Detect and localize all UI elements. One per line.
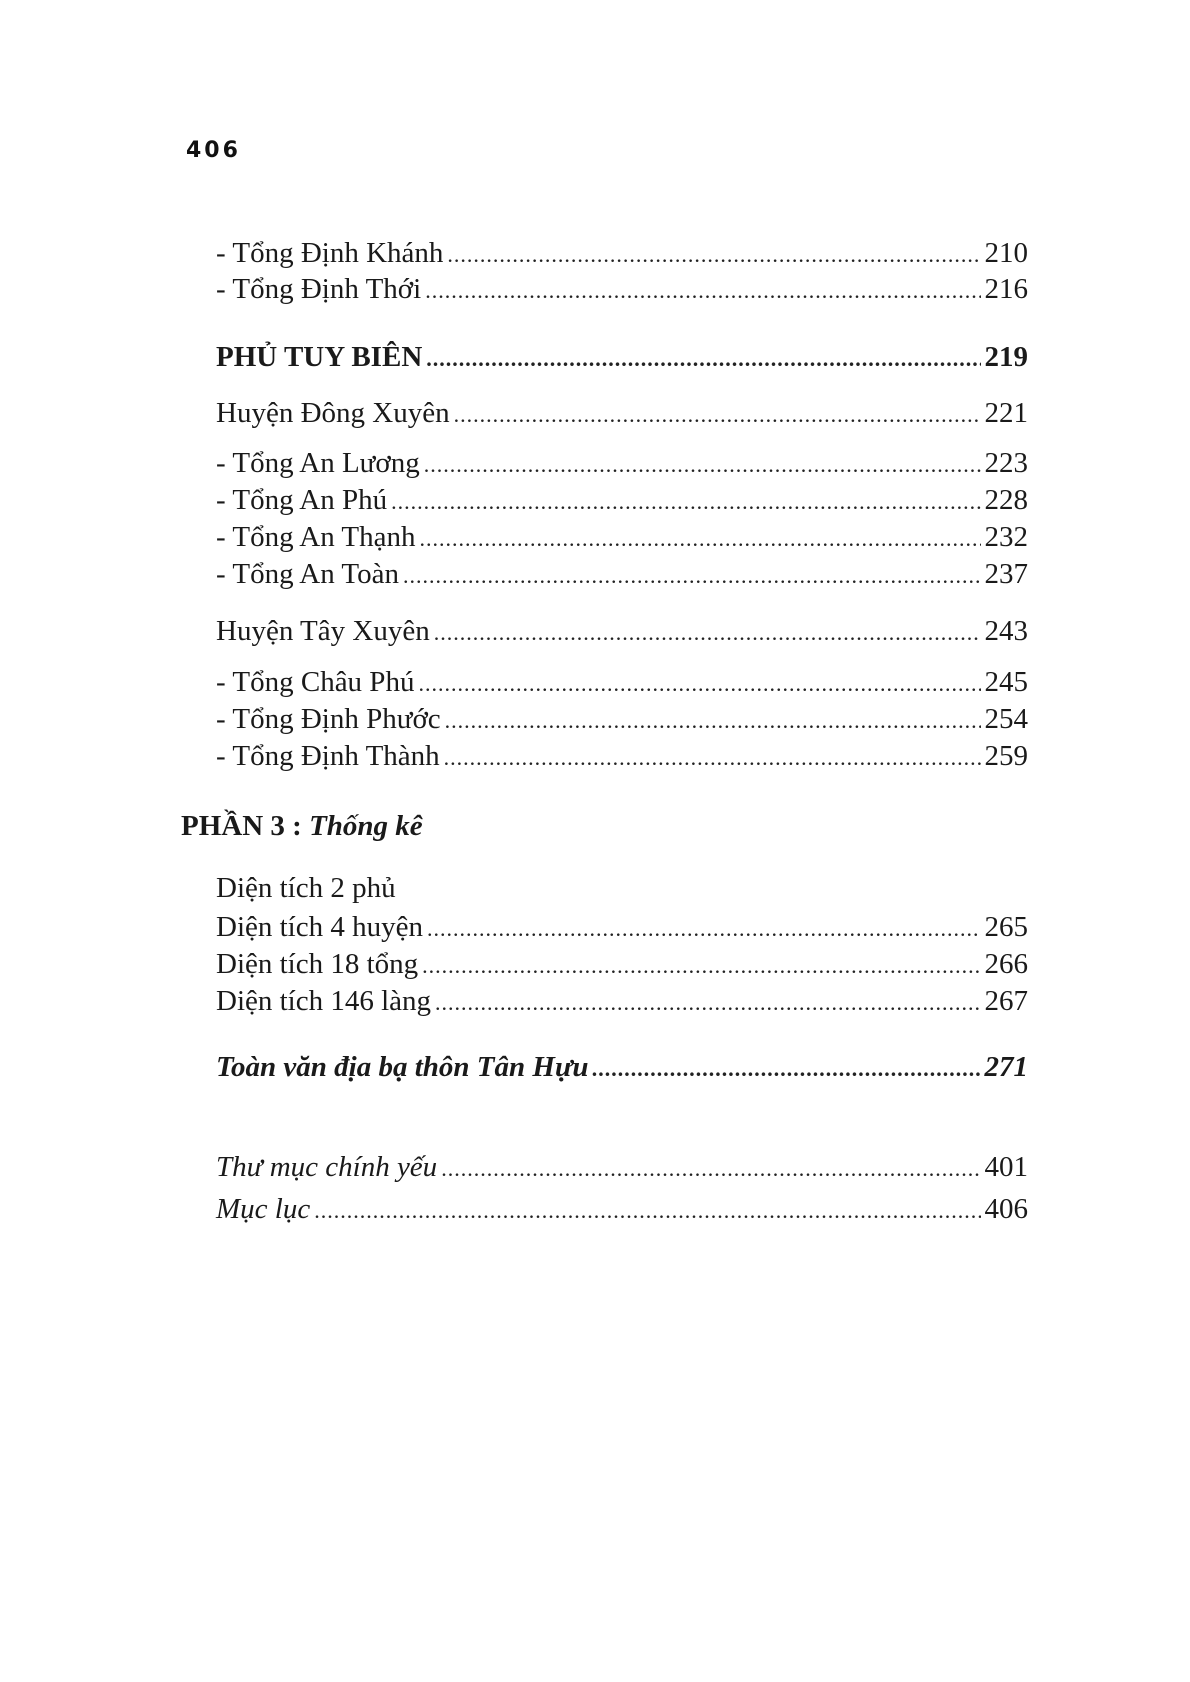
entry-page: 210 [984, 237, 1028, 269]
entry-label: Diện tích 18 tổng [216, 948, 419, 980]
toc-entry [216, 665, 1028, 701]
leader-dots [592, 1052, 980, 1086]
leader-dots [420, 522, 981, 556]
entry-page: 271 [984, 1051, 1028, 1083]
toc-entry [216, 272, 1028, 308]
leader-dots [426, 342, 980, 376]
entry-page: 245 [984, 666, 1028, 698]
entry-page: 254 [984, 703, 1028, 735]
leader-dots [434, 616, 981, 650]
entry-label: Huyện Đông Xuyên [216, 397, 450, 429]
entry-label: - Tổng An Phú [216, 484, 388, 516]
toc-entry [216, 910, 1028, 946]
toc-entry [216, 446, 1028, 482]
entry-page: 266 [984, 948, 1028, 980]
entry-label: Mục lục [216, 1193, 311, 1225]
toc-entry [216, 872, 396, 905]
toc-entry [216, 520, 1028, 556]
page-number: 406 [186, 138, 241, 163]
entry-label: Thư mục chính yếu [216, 1151, 438, 1183]
entry-page: 223 [984, 447, 1028, 479]
part-label: PHẦN 3 : [181, 810, 310, 842]
leader-dots [427, 912, 981, 946]
toc-entry [216, 739, 1028, 775]
part-title: Thống kê [309, 810, 423, 842]
toc-entry [216, 1192, 1028, 1228]
toc-entry [216, 483, 1028, 519]
leader-dots [425, 274, 980, 308]
leader-dots [422, 949, 980, 983]
leader-dots [418, 667, 980, 701]
leader-dots [435, 986, 980, 1020]
entry-page: 259 [984, 740, 1028, 772]
leader-dots [454, 398, 981, 432]
entry-label: - Tổng An Lương [216, 447, 420, 479]
entry-label: Diện tích 2 phủ [216, 872, 396, 904]
leader-dots [447, 238, 980, 272]
entry-page: 243 [984, 615, 1028, 647]
entry-page: 219 [984, 341, 1028, 373]
entry-label: Huyện Tây Xuyên [216, 615, 430, 647]
leader-dots [441, 1152, 980, 1186]
entry-label: Diện tích 4 huyện [216, 911, 423, 943]
entry-page: 232 [984, 521, 1028, 553]
entry-label: Toàn văn địa bạ thôn Tân Hựu [216, 1051, 589, 1083]
entry-label: - Tổng An Toàn [216, 558, 399, 590]
entry-label: PHỦ TUY BIÊN [216, 341, 423, 373]
leader-dots [314, 1194, 980, 1228]
leader-dots [445, 704, 981, 738]
entry-page: 228 [984, 484, 1028, 516]
entry-label: - Tổng Định Phước [216, 703, 441, 735]
entry-page: 406 [984, 1193, 1028, 1225]
toc-entry [216, 1150, 1028, 1186]
leader-dots [391, 485, 980, 519]
entry-label: - Tổng An Thạnh [216, 521, 416, 553]
part-heading [181, 810, 423, 843]
entry-page: 216 [984, 273, 1028, 305]
entry-page: 265 [984, 911, 1028, 943]
toc-section-heading [216, 340, 1028, 376]
entry-label: Diện tích 146 làng [216, 985, 432, 1017]
toc-entry [216, 702, 1028, 738]
toc-entry [216, 396, 1028, 432]
entry-page: 221 [984, 397, 1028, 429]
leader-dots [444, 741, 981, 775]
entry-label: - Tổng Định Khánh [216, 237, 444, 269]
toc-entry [216, 984, 1028, 1020]
toc-entry [216, 614, 1028, 650]
toc-entry [216, 947, 1028, 983]
entry-label: - Tổng Châu Phú [216, 666, 415, 698]
toc-entry [216, 236, 1028, 272]
leader-dots [424, 448, 981, 482]
entry-page: 267 [984, 985, 1028, 1017]
entry-label: - Tổng Định Thới [216, 273, 422, 305]
entry-label: - Tổng Định Thành [216, 740, 440, 772]
leader-dots [403, 559, 981, 593]
entry-page: 401 [984, 1151, 1028, 1183]
toc-entry [216, 557, 1028, 593]
toc-section-heading [216, 1050, 1028, 1086]
entry-page: 237 [984, 558, 1028, 590]
